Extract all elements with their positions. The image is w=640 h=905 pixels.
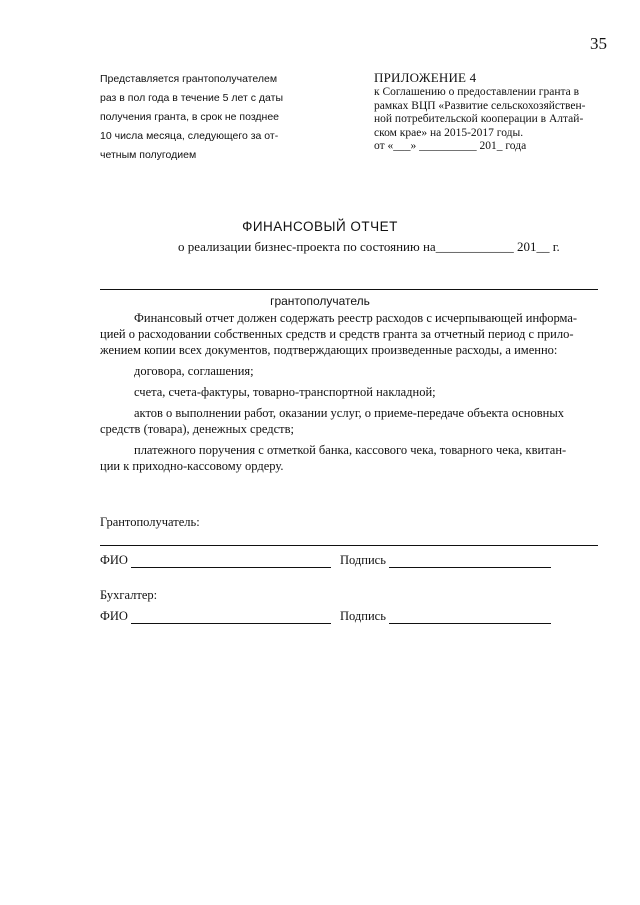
page-number: 35 xyxy=(590,34,607,53)
appendix-title: ПРИЛОЖЕНИЕ 4 xyxy=(374,70,477,85)
note-line: получения гранта, в срок не позднее xyxy=(100,111,280,123)
body-line: средств (товара), денежных средств; xyxy=(100,422,294,436)
grantee-sign-field[interactable] xyxy=(389,567,551,568)
body-line: платежного поручения с отметкой банка, кассового чека, товарного чека, квитан- xyxy=(134,443,567,457)
body-line: актов о выполнении работ, оказании услуг, о приеме-передаче объекта основных xyxy=(134,406,564,420)
appendix-line: ском крае» на 2015-2017 годы. xyxy=(374,126,524,139)
grantee-fio-label: ФИО xyxy=(100,553,128,567)
appendix-line: рамках ВЦП «Развитие сельскохозяйствен- xyxy=(374,99,586,112)
body-line: договора, соглашения; xyxy=(134,364,254,378)
note-line: раз в пол года в течение 5 лет с даты xyxy=(100,92,283,104)
accountant-fio-field[interactable] xyxy=(131,623,331,624)
report-title: ФИНАНСОВЫЙ ОТЧЕТ xyxy=(242,219,398,234)
appendix-line: к Соглашению о предоставлении гранта в xyxy=(374,86,580,98)
grantee-signature-line xyxy=(100,545,598,546)
accountant-sign-field[interactable] xyxy=(389,623,551,624)
body-line: жением копии всех документов, подтверждающих произведенные расходы, а именно: xyxy=(100,343,558,357)
appendix-header xyxy=(374,70,624,154)
grantee-fio-field[interactable] xyxy=(131,567,331,568)
accountant-sign-label: Подпись xyxy=(340,609,386,623)
note-line: 10 числа месяца, следующего за от- xyxy=(100,130,279,142)
submission-note xyxy=(100,70,310,165)
appendix-line: ной потребительской кооперации в Алтай- xyxy=(374,113,584,125)
body-line: цией о расходовании собственных средств и средств гранта за отчетный период с прило- xyxy=(100,327,574,341)
accountant-label: Бухгалтер: xyxy=(100,588,158,602)
body-line: ции к приходно-кассовому ордеру. xyxy=(100,459,284,473)
body-line: счета, счета-фактуры, товарно-транспортной накладной; xyxy=(134,385,436,399)
accountant-fio-label: ФИО xyxy=(100,609,128,623)
note-line: четным полугодием xyxy=(100,149,197,161)
appendix-date-line: от «___» __________ 201_ года xyxy=(374,140,527,152)
grantee-name-line xyxy=(100,289,598,290)
note-line: Представляется грантополучателем xyxy=(100,73,278,85)
grantee-label: Грантополучатель: xyxy=(100,515,200,529)
grantee-sign-label: Подпись xyxy=(340,553,386,567)
body-line: Финансовый отчет должен содержать реестр расходов с исчерпывающей информа- xyxy=(134,311,578,325)
report-subtitle: о реализации бизнес-проекта по состоянию на____________ 201__ г. xyxy=(178,239,560,254)
grantee-caption: грантополучатель xyxy=(270,294,370,308)
